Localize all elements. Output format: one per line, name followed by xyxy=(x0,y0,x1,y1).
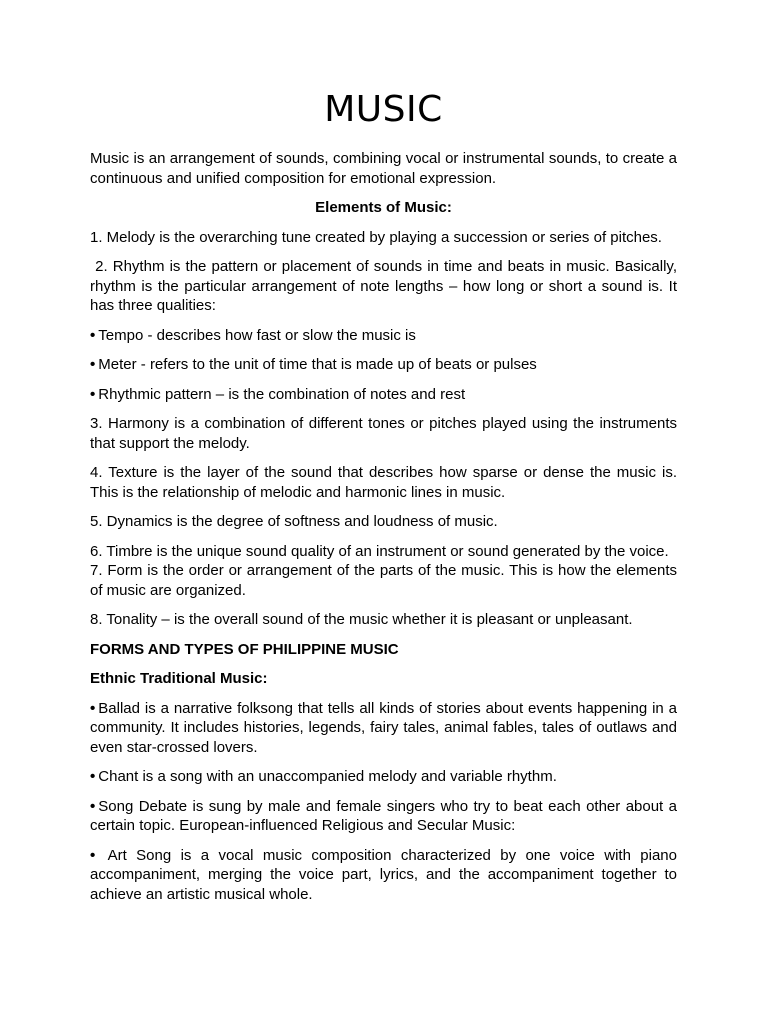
ethnic-item xyxy=(90,846,677,905)
rhythm-quality-text: Tempo - describes how fast or slow the music is xyxy=(98,326,416,344)
ethnic-item xyxy=(90,767,677,787)
rhythm-quality-text: Meter - refers to the unit of time that is made up of beats or pulses xyxy=(98,356,537,373)
bullet-icon: • xyxy=(90,797,96,815)
ethnic-item-text: Ballad is a narrative folksong that tells all kinds of stories about events happening in a community. It includes histories, legends, fairy tales, animal fables, tales of outlaws and even star-crossed lovers. xyxy=(90,699,677,756)
element-timbre: 6. Timbre is the unique sound quality of an instrument or sound generated by the voice. xyxy=(90,542,669,560)
bullet-icon: • xyxy=(90,699,96,717)
bullet-icon: • xyxy=(90,385,96,403)
intro-paragraph: Music is an arrangement of sounds, combining vocal or instrumental sounds, to create a continuous and unified composition for emotional expression. xyxy=(90,150,677,187)
ethnic-item-text: Art Song is a vocal music composition characterized by one voice with piano accompaniment, merging the voice part, lyrics, and the accompaniment together to achieve an artistic musical whole. xyxy=(90,846,677,903)
forms-heading: FORMS AND TYPES OF PHILIPPINE MUSIC xyxy=(90,640,399,658)
ethnic-item xyxy=(90,797,677,836)
bullet-icon: • xyxy=(90,356,96,373)
rhythm-quality-item xyxy=(90,385,677,405)
rhythm-quality-item xyxy=(90,326,677,346)
ethnic-heading: Ethnic Traditional Music: xyxy=(90,670,268,687)
element-melody: 1. Melody is the overarching tune created by playing a succession or series of pitches. xyxy=(90,228,662,246)
bullet-icon: • xyxy=(90,846,96,864)
bullet-icon: • xyxy=(90,768,96,785)
rhythm-quality-text: Rhythmic pattern – is the combination of notes and rest xyxy=(98,385,466,403)
ethnic-item-text: Chant is a song with an unaccompanied melody and variable rhythm. xyxy=(98,768,557,785)
document-page xyxy=(90,88,677,914)
ethnic-item-text: Song Debate is sung by male and female singers who try to beat each other about a certain topic. European-influenced Religious and Secular Music: xyxy=(90,797,677,834)
element-dynamics: 5. Dynamics is the degree of softness and loudness of music. xyxy=(90,513,498,530)
bullet-icon: • xyxy=(90,326,96,344)
elements-heading: Elements of Music: xyxy=(315,199,452,216)
element-harmony: 3. Harmony is a combination of different tones or pitches played using the instruments that support the melody. xyxy=(90,415,677,452)
ethnic-item xyxy=(90,699,677,758)
rhythm-quality-item xyxy=(90,355,677,375)
element-tonality: 8. Tonality – is the overall sound of the music whether it is pleasant or unpleasant. xyxy=(90,611,633,628)
element-form: 7. Form is the order or arrangement of the parts of the music. This is how the elements of music are organized. xyxy=(90,562,677,599)
page-title: MUSIC xyxy=(324,89,443,130)
element-rhythm: 2. Rhythm is the pattern or placement of sounds in time and beats in music. Basically, rhythm is the particular arrangement of note lengths – how long or short a sound is. It has three qualities: xyxy=(90,258,677,314)
element-texture: 4. Texture is the layer of the sound that describes how sparse or dense the music is. This is the relationship of melodic and harmonic lines in music. xyxy=(90,464,677,501)
